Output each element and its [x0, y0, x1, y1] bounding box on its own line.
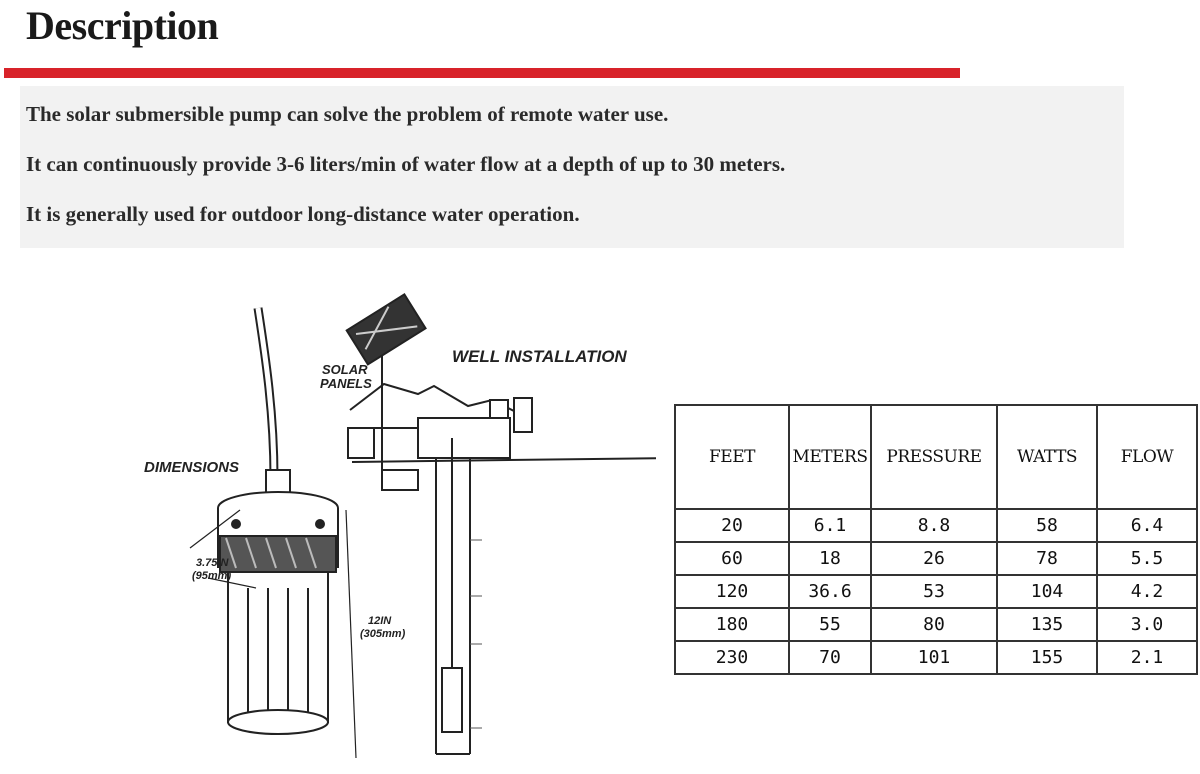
title-underline-bar: [4, 68, 960, 78]
solar-panels-label-line-1: SOLAR: [322, 362, 368, 377]
table-row: [675, 575, 1197, 608]
diameter-mm: (95mm): [192, 570, 232, 582]
well-installation-label: WELL INSTALLATION: [452, 347, 627, 366]
header-meters: METERS: [789, 405, 871, 509]
pump-installation-diagram: [136, 288, 656, 774]
cell-watts: 104: [997, 575, 1097, 608]
dimensions-label: DIMENSIONS: [144, 459, 240, 476]
table-header-row: [675, 405, 1197, 509]
cell-meters: 55: [789, 608, 871, 641]
cell-meters: 6.1: [789, 509, 871, 542]
cell-feet: 230: [675, 641, 789, 674]
length-mm: (305mm): [360, 628, 406, 640]
pump-illustration: [218, 308, 338, 734]
cell-pressure: 80: [871, 608, 997, 641]
cell-meters: 36.6: [789, 575, 871, 608]
header-pressure: PRESSURE: [871, 405, 997, 509]
cell-watts: 155: [997, 641, 1097, 674]
cell-flow: 6.4: [1097, 509, 1197, 542]
cell-watts: 58: [997, 509, 1097, 542]
well-callouts: [470, 540, 482, 728]
cell-feet: 60: [675, 542, 789, 575]
cell-pressure: 53: [871, 575, 997, 608]
page-title: Description: [26, 3, 219, 48]
description-line-3: It is generally used for outdoor long-distance water operation.: [26, 202, 580, 226]
table-row: [675, 608, 1197, 641]
cell-flow: 4.2: [1097, 575, 1197, 608]
header-feet: FEET: [675, 405, 789, 509]
description-line-1: The solar submersible pump can solve the problem of remote water use.: [26, 102, 669, 126]
cell-flow: 2.1: [1097, 641, 1197, 674]
cell-pressure: 26: [871, 542, 997, 575]
description-line-2: It can continuously provide 3-6 liters/min of water flow at a depth of up to 30 meters.: [26, 152, 786, 176]
cell-pressure: 101: [871, 641, 997, 674]
cell-meters: 18: [789, 542, 871, 575]
table-row: [675, 641, 1197, 674]
cell-watts: 135: [997, 608, 1097, 641]
table-row: [675, 542, 1197, 575]
cell-watts: 78: [997, 542, 1097, 575]
cell-feet: 180: [675, 608, 789, 641]
cell-flow: 3.0: [1097, 608, 1197, 641]
cell-pressure: 8.8: [871, 509, 997, 542]
table-row: [675, 509, 1197, 542]
length-inches: 12IN: [368, 615, 392, 627]
header-flow: FLOW: [1097, 405, 1197, 509]
header-watts: WATTS: [997, 405, 1097, 509]
diameter-inches: 3.75IN: [196, 557, 229, 569]
pump-spec-table: [674, 404, 1198, 675]
cell-flow: 5.5: [1097, 542, 1197, 575]
cell-feet: 120: [675, 575, 789, 608]
cell-meters: 70: [789, 641, 871, 674]
solar-panels-label-line-2: PANELS: [320, 376, 372, 391]
cell-feet: 20: [675, 509, 789, 542]
